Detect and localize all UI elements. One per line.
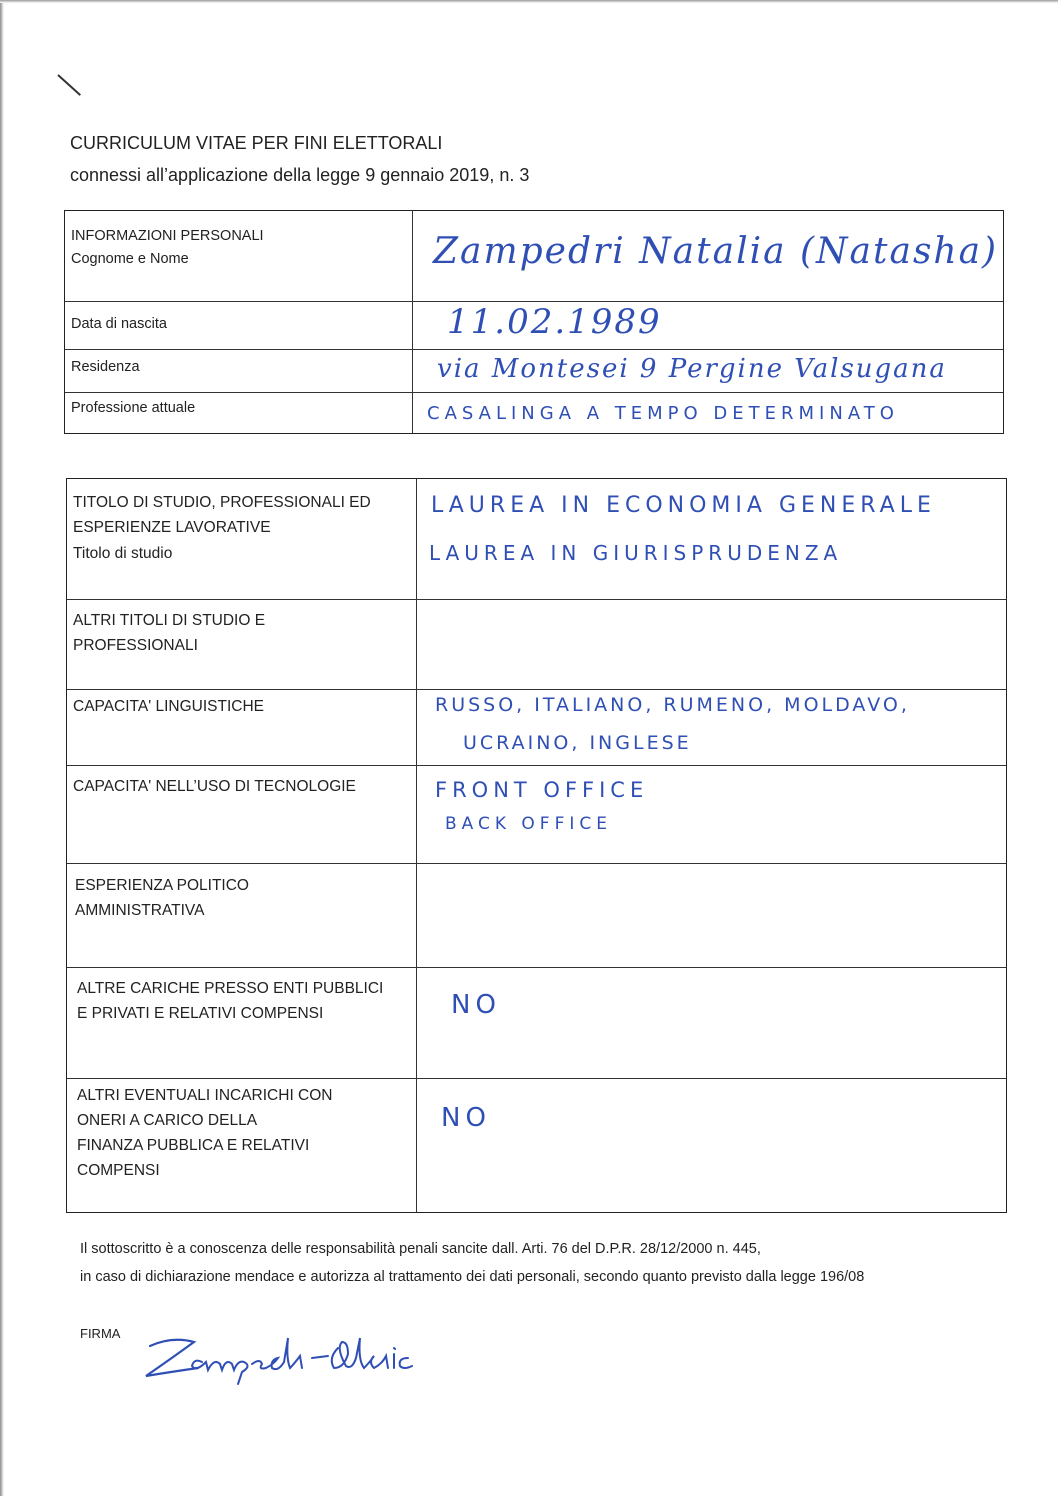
public-roles-value: NO — [451, 990, 501, 1020]
other-titles-row — [67, 599, 1006, 690]
study-value-1: LAUREA IN ECONOMIA GENERALE — [431, 493, 936, 518]
study-label-3: Titolo di studio — [73, 545, 173, 562]
political-label: ESPERIENZA POLITICO AMMINISTRATIVA — [75, 877, 249, 919]
study-label-1: TITOLO DI STUDIO, PROFESSIONALI ED — [73, 494, 371, 511]
birth-value: 11.02.1989 — [447, 302, 662, 342]
handwritten-signature — [142, 1328, 432, 1393]
disclaimer-line-1: Il sottoscritto è a conoscenza delle responsabilità penali sancite dall. Arti. 76 del D.P.R. 28/12/2000 n. 445, — [80, 1241, 761, 1257]
page-title: CURRICULUM VITAE PER FINI ELETTORALI — [70, 133, 443, 153]
tech-label: CAPACITA' NELL’USO DI TECNOLOGIE — [73, 778, 356, 795]
study-value-2: LAUREA IN GIURISPRUDENZA — [429, 541, 843, 565]
languages-label: CAPACITA' LINGUISTICHE — [73, 698, 264, 715]
signature-drawing — [142, 1328, 432, 1388]
study-row — [67, 479, 1006, 599]
languages-value-1: RUSSO, ITALIANO, RUMENO, MOLDAVO, — [435, 694, 910, 716]
languages-row — [67, 689, 1006, 766]
public-roles-label: ALTRE CARICHE PRESSO ENTI PUBBLICI E PRIVATI E RELATIVI COMPENSI — [77, 980, 384, 1022]
tech-row — [67, 765, 1006, 864]
cv-table — [66, 478, 1007, 1213]
public-roles-row — [67, 967, 1006, 1079]
signature-label: FIRMA — [80, 1326, 121, 1341]
tech-value-2: BACK OFFICE — [445, 814, 612, 834]
name-row — [65, 211, 1003, 301]
birth-label: Data di nascita — [71, 316, 167, 332]
other-roles-label: ALTRI EVENTUALI INCARICHI CON ONERI A CARICO DELLA FINANZA PUBBLICA E RELATIVI COMPENSI — [77, 1087, 333, 1179]
political-row — [67, 863, 1006, 968]
profession-value: CASALINGA A TEMPO DETERMINATO — [427, 403, 899, 424]
pen-mark — [57, 74, 81, 96]
personal-info-table — [64, 210, 1004, 434]
other-roles-value: NO — [441, 1103, 491, 1133]
name-label: Cognome e Nome — [71, 251, 189, 267]
residence-value: via Montesei 9 Pergine Valsugana — [437, 354, 947, 384]
study-label-2: ESPERIENZE LAVORATIVE — [73, 519, 271, 536]
profession-label: Professione attuale — [71, 400, 196, 416]
tech-value-1: FRONT OFFICE — [435, 778, 649, 802]
other-roles-row — [67, 1078, 1006, 1215]
profession-row — [65, 392, 1003, 436]
name-value: Zampedri Natalia (Natasha) — [433, 231, 999, 272]
birth-row — [65, 301, 1003, 350]
scan-edge-top — [0, 0, 1058, 3]
personal-section-label: INFORMAZIONI PERSONALI — [71, 228, 264, 244]
residence-label: Residenza — [71, 359, 140, 375]
scan-edge — [0, 0, 4, 1496]
other-titles-label: ALTRI TITOLI DI STUDIO E PROFESSIONALI — [73, 612, 266, 654]
disclaimer-line-2: in caso di dichiarazione mendace e autorizza al trattamento dei dati personali, secondo quanto previsto dalla legge 196/08 — [80, 1269, 865, 1285]
languages-value-2: UCRAINO, INGLESE — [463, 732, 692, 754]
residence-row — [65, 349, 1003, 393]
page-subtitle: connessi all’applicazione della legge 9 gennaio 2019, n. 3 — [70, 165, 530, 185]
